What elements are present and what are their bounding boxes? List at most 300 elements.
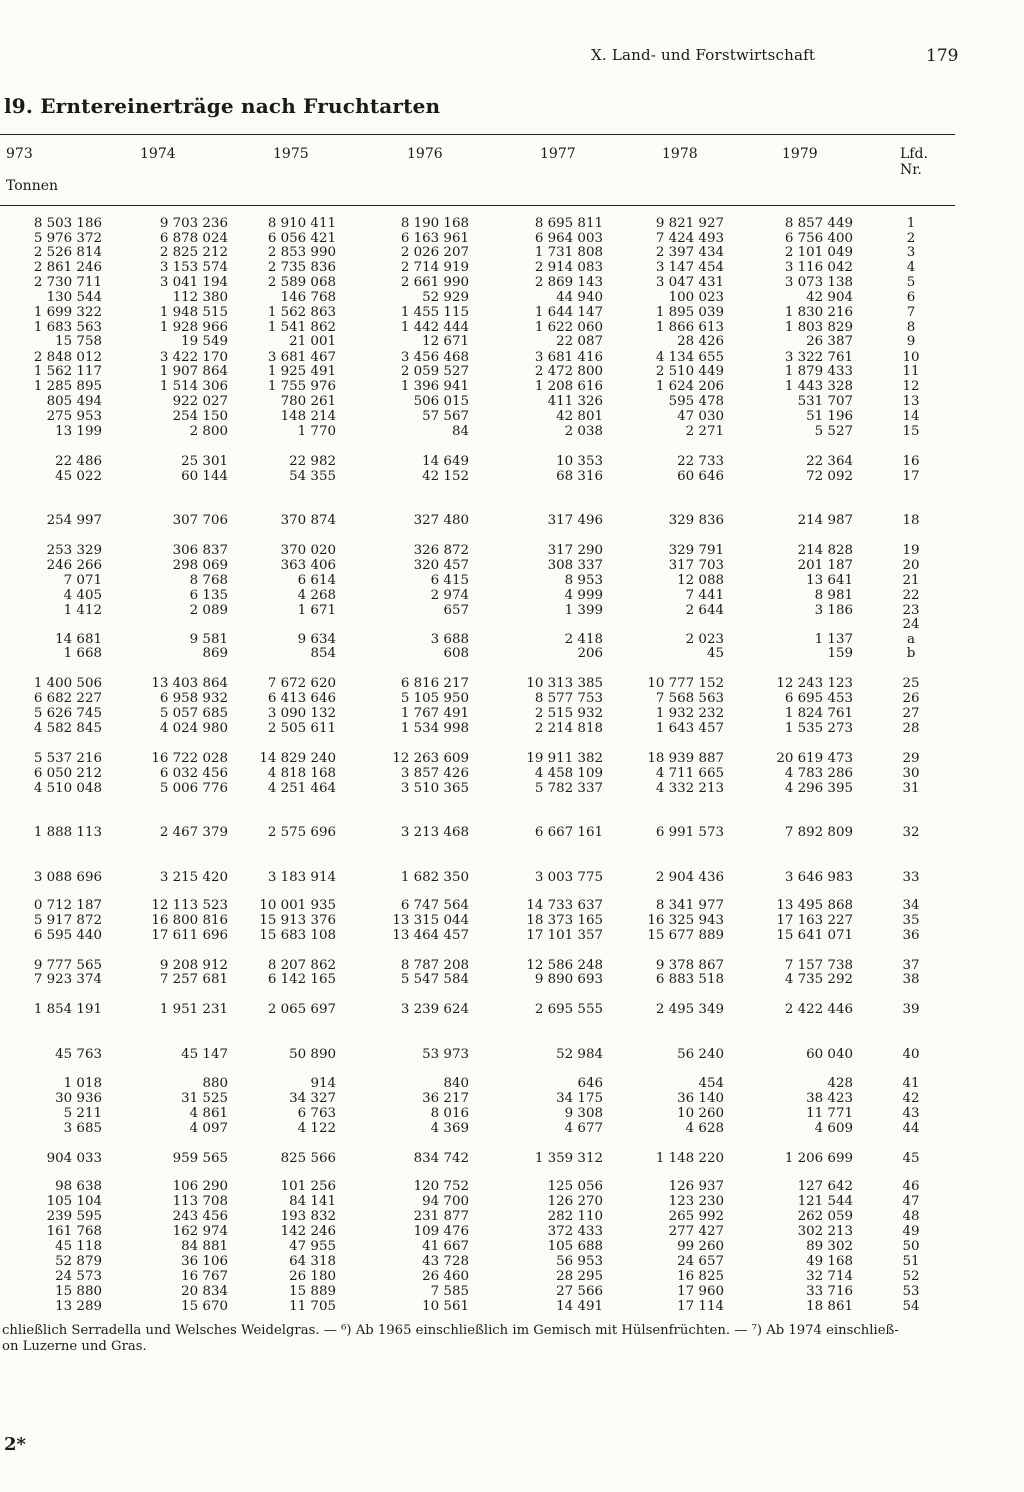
table-cell: 123 230 bbox=[668, 1194, 724, 1209]
table-cell: 7 585 bbox=[430, 1284, 469, 1299]
table-cell: 3 073 138 bbox=[784, 275, 853, 290]
table-cell: 13 495 868 bbox=[776, 898, 853, 913]
table-cell: 1 562 863 bbox=[267, 305, 336, 320]
table-cell: 4 735 292 bbox=[784, 972, 853, 987]
table-cell: 7 071 bbox=[63, 573, 102, 588]
table-cell: 162 974 bbox=[172, 1224, 228, 1239]
table-cell: 370 874 bbox=[280, 513, 336, 528]
table-cell: 2 271 bbox=[685, 424, 724, 439]
row-number: 4 bbox=[906, 260, 916, 275]
table-cell: 7 892 809 bbox=[784, 825, 853, 840]
table-cell: 2 397 434 bbox=[655, 245, 724, 260]
row-number: 18 bbox=[902, 513, 920, 528]
row-number: 14 bbox=[902, 409, 920, 424]
table-cell: 5 211 bbox=[63, 1106, 102, 1121]
table-cell: 854 bbox=[310, 646, 336, 661]
table-cell: 869 bbox=[202, 646, 228, 661]
column-header-year: 973 bbox=[6, 146, 33, 162]
table-cell: 18 861 bbox=[806, 1299, 853, 1314]
table-cell: 42 801 bbox=[556, 409, 603, 424]
table-cell: 1 624 206 bbox=[655, 379, 724, 394]
table-cell: 2 661 990 bbox=[400, 275, 469, 290]
table-cell: 4 677 bbox=[564, 1121, 603, 1136]
table-cell: 13 464 457 bbox=[392, 928, 469, 943]
row-number: 29 bbox=[902, 751, 920, 766]
table-cell: 34 175 bbox=[556, 1091, 603, 1106]
table-cell: 329 836 bbox=[668, 513, 724, 528]
table-cell: 6 756 400 bbox=[784, 231, 853, 246]
table-cell: 298 069 bbox=[172, 558, 228, 573]
table-cell: 15 880 bbox=[55, 1284, 102, 1299]
row-number: 44 bbox=[902, 1121, 920, 1136]
table-cell: 25 301 bbox=[181, 454, 228, 469]
row-number: 50 bbox=[902, 1239, 920, 1254]
table-cell: 0 712 187 bbox=[33, 898, 102, 913]
table-cell: 36 140 bbox=[677, 1091, 724, 1106]
table-cell: 15 683 108 bbox=[259, 928, 336, 943]
table-cell: 9 821 927 bbox=[655, 216, 724, 231]
row-number: 19 bbox=[902, 543, 920, 558]
table-cell: 50 890 bbox=[289, 1047, 336, 1062]
table-cell: 6 056 421 bbox=[267, 231, 336, 246]
table-cell: 2 065 697 bbox=[267, 1002, 336, 1017]
table-cell: 2 023 bbox=[685, 632, 724, 647]
table-cell: 3 456 468 bbox=[400, 350, 469, 365]
table-cell: 805 494 bbox=[46, 394, 102, 409]
table-cell: 780 261 bbox=[280, 394, 336, 409]
table-cell: 16 767 bbox=[181, 1269, 228, 1284]
table-cell: 10 260 bbox=[677, 1106, 724, 1121]
table-cell: 10 001 935 bbox=[259, 898, 336, 913]
table-cell: 53 973 bbox=[422, 1047, 469, 1062]
row-number: 46 bbox=[902, 1179, 920, 1194]
table-cell: 825 566 bbox=[280, 1151, 336, 1166]
table-cell: 8 695 811 bbox=[534, 216, 603, 231]
table-cell: 3 646 983 bbox=[784, 870, 853, 885]
table-cell: 10 313 385 bbox=[526, 676, 603, 691]
table-cell: 57 567 bbox=[422, 409, 469, 424]
row-number: 52 bbox=[902, 1269, 920, 1284]
table-cell: 6 135 bbox=[189, 588, 228, 603]
table-cell: 52 929 bbox=[422, 290, 469, 305]
table-cell: 5 976 372 bbox=[33, 231, 102, 246]
row-number: 38 bbox=[902, 972, 920, 987]
table-cell: 2 038 bbox=[564, 424, 603, 439]
table-cell: 8 768 bbox=[189, 573, 228, 588]
column-header-nr: Nr. bbox=[900, 162, 922, 178]
table-cell: 12 088 bbox=[677, 573, 724, 588]
table-cell: 19 549 bbox=[181, 334, 228, 349]
table-cell: 126 937 bbox=[668, 1179, 724, 1194]
table-cell: 49 168 bbox=[806, 1254, 853, 1269]
table-cell: 26 460 bbox=[422, 1269, 469, 1284]
table-cell: 4 458 109 bbox=[534, 766, 603, 781]
table-cell: 231 877 bbox=[413, 1209, 469, 1224]
table-cell: 101 256 bbox=[280, 1179, 336, 1194]
table-cell: 214 828 bbox=[797, 543, 853, 558]
column-header-year: 1974 bbox=[140, 146, 176, 162]
table-cell: 363 406 bbox=[280, 558, 336, 573]
table-cell: 2 575 696 bbox=[267, 825, 336, 840]
table-cell: 6 958 932 bbox=[159, 691, 228, 706]
table-cell: 254 997 bbox=[46, 513, 102, 528]
table-cell: 834 742 bbox=[413, 1151, 469, 1166]
table-cell: 8 981 bbox=[814, 588, 853, 603]
table-cell: 8 190 168 bbox=[400, 216, 469, 231]
table-cell: 11 705 bbox=[289, 1299, 336, 1314]
table-cell: 1 137 bbox=[814, 632, 853, 647]
table-cell: 7 257 681 bbox=[159, 972, 228, 987]
table-cell: 9 208 912 bbox=[159, 958, 228, 973]
table-cell: 3 186 bbox=[814, 603, 853, 618]
table-cell: 531 707 bbox=[797, 394, 853, 409]
table-cell: 32 714 bbox=[806, 1269, 853, 1284]
column-header-lfd: Lfd. bbox=[900, 146, 928, 162]
table-cell: 193 832 bbox=[280, 1209, 336, 1224]
table-cell: 60 144 bbox=[181, 469, 228, 484]
table-cell: 327 480 bbox=[413, 513, 469, 528]
table-cell: 56 240 bbox=[677, 1047, 724, 1062]
row-number: 30 bbox=[902, 766, 920, 781]
table-cell: 8 953 bbox=[564, 573, 603, 588]
table-cell: 14 829 240 bbox=[259, 751, 336, 766]
table-cell: 1 699 322 bbox=[33, 305, 102, 320]
table-cell: 6 763 bbox=[297, 1106, 336, 1121]
table-cell: 51 196 bbox=[806, 409, 853, 424]
table-cell: 47 030 bbox=[677, 409, 724, 424]
table-cell: 6 883 518 bbox=[655, 972, 724, 987]
table-cell: 42 152 bbox=[422, 469, 469, 484]
table-cell: 16 325 943 bbox=[647, 913, 724, 928]
table-cell: 159 bbox=[827, 646, 853, 661]
table-cell: 68 316 bbox=[556, 469, 603, 484]
table-cell: 3 681 416 bbox=[534, 350, 603, 365]
table-cell: 282 110 bbox=[547, 1209, 603, 1224]
table-cell: 262 059 bbox=[797, 1209, 853, 1224]
row-number: 31 bbox=[902, 781, 920, 796]
table-cell: 8 341 977 bbox=[655, 898, 724, 913]
row-number: 47 bbox=[902, 1194, 920, 1209]
table-cell: 1 755 976 bbox=[267, 379, 336, 394]
table-cell: 30 936 bbox=[55, 1091, 102, 1106]
table-cell: 5 006 776 bbox=[159, 781, 228, 796]
row-number: b bbox=[906, 646, 916, 661]
table-cell: 56 953 bbox=[556, 1254, 603, 1269]
table-cell: 6 032 456 bbox=[159, 766, 228, 781]
table-cell: 4 405 bbox=[63, 588, 102, 603]
table-cell: 148 214 bbox=[280, 409, 336, 424]
table-cell: 52 984 bbox=[556, 1047, 603, 1062]
table-cell: 302 213 bbox=[797, 1224, 853, 1239]
row-number: 2 bbox=[906, 231, 916, 246]
table-cell: 4 609 bbox=[814, 1121, 853, 1136]
table-cell: 595 478 bbox=[668, 394, 724, 409]
table-cell: 2 505 611 bbox=[267, 721, 336, 736]
table-cell: 1 951 231 bbox=[159, 1002, 228, 1017]
table-cell: 1 399 bbox=[564, 603, 603, 618]
table-cell: 4 861 bbox=[189, 1106, 228, 1121]
table-cell: 2 974 bbox=[430, 588, 469, 603]
table-cell: 306 837 bbox=[172, 543, 228, 558]
table-cell: 1 854 191 bbox=[33, 1002, 102, 1017]
header-top-rule bbox=[0, 134, 955, 135]
table-cell: 64 318 bbox=[289, 1254, 336, 1269]
table-cell: 329 791 bbox=[668, 543, 724, 558]
table-cell: 372 433 bbox=[547, 1224, 603, 1239]
table-cell: 8 787 208 bbox=[400, 958, 469, 973]
table-cell: 84 bbox=[451, 424, 469, 439]
table-cell: 1 443 328 bbox=[784, 379, 853, 394]
table-cell: 4 510 048 bbox=[33, 781, 102, 796]
table-cell: 5 527 bbox=[814, 424, 853, 439]
table-cell: 1 455 115 bbox=[400, 305, 469, 320]
table-cell: 1 948 515 bbox=[159, 305, 228, 320]
table-cell: 17 114 bbox=[677, 1299, 724, 1314]
table-cell: 3 681 467 bbox=[267, 350, 336, 365]
table-cell: 5 105 950 bbox=[400, 691, 469, 706]
table-cell: 3 147 454 bbox=[655, 260, 724, 275]
table-cell: 1 682 350 bbox=[400, 870, 469, 885]
table-cell: 5 626 745 bbox=[33, 706, 102, 721]
table-cell: 7 568 563 bbox=[655, 691, 724, 706]
table-cell: 5 537 216 bbox=[33, 751, 102, 766]
table-cell: 2 904 436 bbox=[655, 870, 724, 885]
table-cell: 121 544 bbox=[797, 1194, 853, 1209]
table-cell: 15 889 bbox=[289, 1284, 336, 1299]
table-cell: 72 092 bbox=[806, 469, 853, 484]
table-cell: 959 565 bbox=[172, 1151, 228, 1166]
table-cell: 8 857 449 bbox=[784, 216, 853, 231]
table-cell: 1 824 761 bbox=[784, 706, 853, 721]
row-number: 54 bbox=[902, 1299, 920, 1314]
table-cell: 105 688 bbox=[547, 1239, 603, 1254]
table-cell: 1 928 966 bbox=[159, 320, 228, 335]
row-number: 49 bbox=[902, 1224, 920, 1239]
table-cell: 19 911 382 bbox=[526, 751, 603, 766]
table-cell: 3 510 365 bbox=[400, 781, 469, 796]
row-number: 27 bbox=[902, 706, 920, 721]
table-cell: 1 562 117 bbox=[33, 364, 102, 379]
table-cell: 60 040 bbox=[806, 1047, 853, 1062]
row-number: 53 bbox=[902, 1284, 920, 1299]
table-cell: 1 683 563 bbox=[33, 320, 102, 335]
row-number: 3 bbox=[906, 245, 916, 260]
table-cell: 2 214 818 bbox=[534, 721, 603, 736]
table-cell: 317 496 bbox=[547, 513, 603, 528]
table-cell: 2 026 207 bbox=[400, 245, 469, 260]
unit-label: Tonnen bbox=[6, 178, 59, 194]
table-cell: 8 910 411 bbox=[267, 216, 336, 231]
table-cell: 253 329 bbox=[46, 543, 102, 558]
table-cell: 24 657 bbox=[677, 1254, 724, 1269]
table-cell: 18 939 887 bbox=[647, 751, 724, 766]
column-header-year: 1976 bbox=[407, 146, 443, 162]
row-number: 17 bbox=[902, 469, 920, 484]
table-cell: 6 614 bbox=[297, 573, 336, 588]
table-cell: 3 183 914 bbox=[267, 870, 336, 885]
table-cell: 18 373 165 bbox=[526, 913, 603, 928]
table-cell: 3 088 696 bbox=[33, 870, 102, 885]
table-cell: 7 424 493 bbox=[655, 231, 724, 246]
table-cell: 16 722 028 bbox=[151, 751, 228, 766]
table-cell: 17 163 227 bbox=[776, 913, 853, 928]
table-cell: 1 731 808 bbox=[534, 245, 603, 260]
table-cell: 1 830 216 bbox=[784, 305, 853, 320]
table-cell: 254 150 bbox=[172, 409, 228, 424]
table-cell: 1 018 bbox=[63, 1076, 102, 1091]
table-cell: 243 456 bbox=[172, 1209, 228, 1224]
table-cell: 3 685 bbox=[63, 1121, 102, 1136]
table-cell: 1 803 829 bbox=[784, 320, 853, 335]
table-cell: 1 400 506 bbox=[33, 676, 102, 691]
table-cell: 1 535 273 bbox=[784, 721, 853, 736]
table-cell: 6 878 024 bbox=[159, 231, 228, 246]
column-header-year: 1978 bbox=[662, 146, 698, 162]
table-cell: 9 308 bbox=[564, 1106, 603, 1121]
table-cell: 3 688 bbox=[430, 632, 469, 647]
table-cell: 7 923 374 bbox=[33, 972, 102, 987]
table-cell: 214 987 bbox=[797, 513, 853, 528]
table-cell: 9 703 236 bbox=[159, 216, 228, 231]
table-cell: 1 541 862 bbox=[267, 320, 336, 335]
table-cell: 370 020 bbox=[280, 543, 336, 558]
table-cell: 2 495 349 bbox=[655, 1002, 724, 1017]
table-cell: 4 332 213 bbox=[655, 781, 724, 796]
table-cell: 914 bbox=[310, 1076, 336, 1091]
table-cell: 84 881 bbox=[181, 1239, 228, 1254]
row-number: 22 bbox=[902, 588, 920, 603]
table-cell: 34 327 bbox=[289, 1091, 336, 1106]
row-number: 10 bbox=[902, 350, 920, 365]
table-cell: 22 733 bbox=[677, 454, 724, 469]
table-cell: 454 bbox=[698, 1076, 724, 1091]
table-cell: 15 641 071 bbox=[776, 928, 853, 943]
table-cell: 45 763 bbox=[55, 1047, 102, 1062]
table-cell: 1 622 060 bbox=[534, 320, 603, 335]
table-cell: 125 056 bbox=[547, 1179, 603, 1194]
table-cell: 1 148 220 bbox=[655, 1151, 724, 1166]
table-cell: 2 515 932 bbox=[534, 706, 603, 721]
table-cell: 105 104 bbox=[46, 1194, 102, 1209]
signature-mark: 2* bbox=[4, 1434, 26, 1455]
table-cell: 41 667 bbox=[422, 1239, 469, 1254]
table-cell: 1 412 bbox=[63, 603, 102, 618]
table-cell: 2 467 379 bbox=[159, 825, 228, 840]
table-cell: 2 869 143 bbox=[534, 275, 603, 290]
row-number: 32 bbox=[902, 825, 920, 840]
table-cell: 2 644 bbox=[685, 603, 724, 618]
table-cell: 308 337 bbox=[547, 558, 603, 573]
table-cell: 28 295 bbox=[556, 1269, 603, 1284]
table-cell: 6 413 646 bbox=[267, 691, 336, 706]
table-cell: 9 581 bbox=[189, 632, 228, 647]
table-cell: 13 199 bbox=[55, 424, 102, 439]
table-cell: 7 672 620 bbox=[267, 676, 336, 691]
table-cell: 98 638 bbox=[55, 1179, 102, 1194]
table-cell: 12 671 bbox=[422, 334, 469, 349]
table-cell: 14 681 bbox=[55, 632, 102, 647]
table-cell: 1 514 306 bbox=[159, 379, 228, 394]
header-bottom-rule bbox=[0, 205, 955, 206]
table-cell: 4 296 395 bbox=[784, 781, 853, 796]
page-number: 179 bbox=[926, 46, 959, 66]
table-cell: 10 353 bbox=[556, 454, 603, 469]
row-number: 13 bbox=[902, 394, 920, 409]
table-cell: 27 566 bbox=[556, 1284, 603, 1299]
table-cell: 43 728 bbox=[422, 1254, 469, 1269]
table-cell: 8 016 bbox=[430, 1106, 469, 1121]
table-cell: 265 992 bbox=[668, 1209, 724, 1224]
table-cell: 246 266 bbox=[46, 558, 102, 573]
table-cell: 3 003 775 bbox=[534, 870, 603, 885]
table-cell: 13 403 864 bbox=[151, 676, 228, 691]
table-cell: 1 879 433 bbox=[784, 364, 853, 379]
table-cell: 94 700 bbox=[422, 1194, 469, 1209]
table-cell: 2 861 246 bbox=[33, 260, 102, 275]
table-cell: 3 153 574 bbox=[159, 260, 228, 275]
table-cell: 6 682 227 bbox=[33, 691, 102, 706]
table-cell: 22 087 bbox=[556, 334, 603, 349]
row-number: 45 bbox=[902, 1151, 920, 1166]
table-cell: 4 134 655 bbox=[655, 350, 724, 365]
table-cell: 20 619 473 bbox=[776, 751, 853, 766]
row-number: 1 bbox=[906, 216, 916, 231]
table-cell: 206 bbox=[577, 646, 603, 661]
table-cell: 14 491 bbox=[556, 1299, 603, 1314]
table-cell: 13 289 bbox=[55, 1299, 102, 1314]
table-cell: 45 bbox=[706, 646, 724, 661]
row-number: a bbox=[907, 632, 915, 647]
table-cell: 1 770 bbox=[297, 424, 336, 439]
table-cell: 1 643 457 bbox=[655, 721, 724, 736]
table-cell: 28 426 bbox=[677, 334, 724, 349]
table-cell: 161 768 bbox=[46, 1224, 102, 1239]
table-cell: 6 816 217 bbox=[400, 676, 469, 691]
table-cell: 4 999 bbox=[564, 588, 603, 603]
table-cell: 1 644 147 bbox=[534, 305, 603, 320]
table-cell: 36 106 bbox=[181, 1254, 228, 1269]
table-cell: 120 752 bbox=[413, 1179, 469, 1194]
table-cell: 3 116 042 bbox=[784, 260, 853, 275]
table-cell: 9 634 bbox=[297, 632, 336, 647]
row-number: 21 bbox=[902, 573, 920, 588]
column-header-year: 1975 bbox=[273, 146, 309, 162]
row-number: 42 bbox=[902, 1091, 920, 1106]
table-cell: 8 503 186 bbox=[33, 216, 102, 231]
table-cell: 608 bbox=[443, 646, 469, 661]
table-cell: 2 101 049 bbox=[784, 245, 853, 260]
table-cell: 60 646 bbox=[677, 469, 724, 484]
table-cell: 54 355 bbox=[289, 469, 336, 484]
table-cell: 2 472 800 bbox=[534, 364, 603, 379]
table-cell: 12 586 248 bbox=[526, 958, 603, 973]
row-number: 25 bbox=[902, 676, 920, 691]
table-cell: 2 735 836 bbox=[267, 260, 336, 275]
table-cell: 6 695 453 bbox=[784, 691, 853, 706]
row-number: 35 bbox=[902, 913, 920, 928]
table-cell: 6 415 bbox=[430, 573, 469, 588]
table-cell: 9 777 565 bbox=[33, 958, 102, 973]
table-cell: 3 090 132 bbox=[267, 706, 336, 721]
table-cell: 4 711 665 bbox=[655, 766, 724, 781]
table-cell: 106 290 bbox=[172, 1179, 228, 1194]
table-cell: 326 872 bbox=[413, 543, 469, 558]
table-cell: 1 895 039 bbox=[655, 305, 724, 320]
table-cell: 2 589 068 bbox=[267, 275, 336, 290]
table-cell: 1 767 491 bbox=[400, 706, 469, 721]
table-cell: 126 270 bbox=[547, 1194, 603, 1209]
row-number: 16 bbox=[902, 454, 920, 469]
